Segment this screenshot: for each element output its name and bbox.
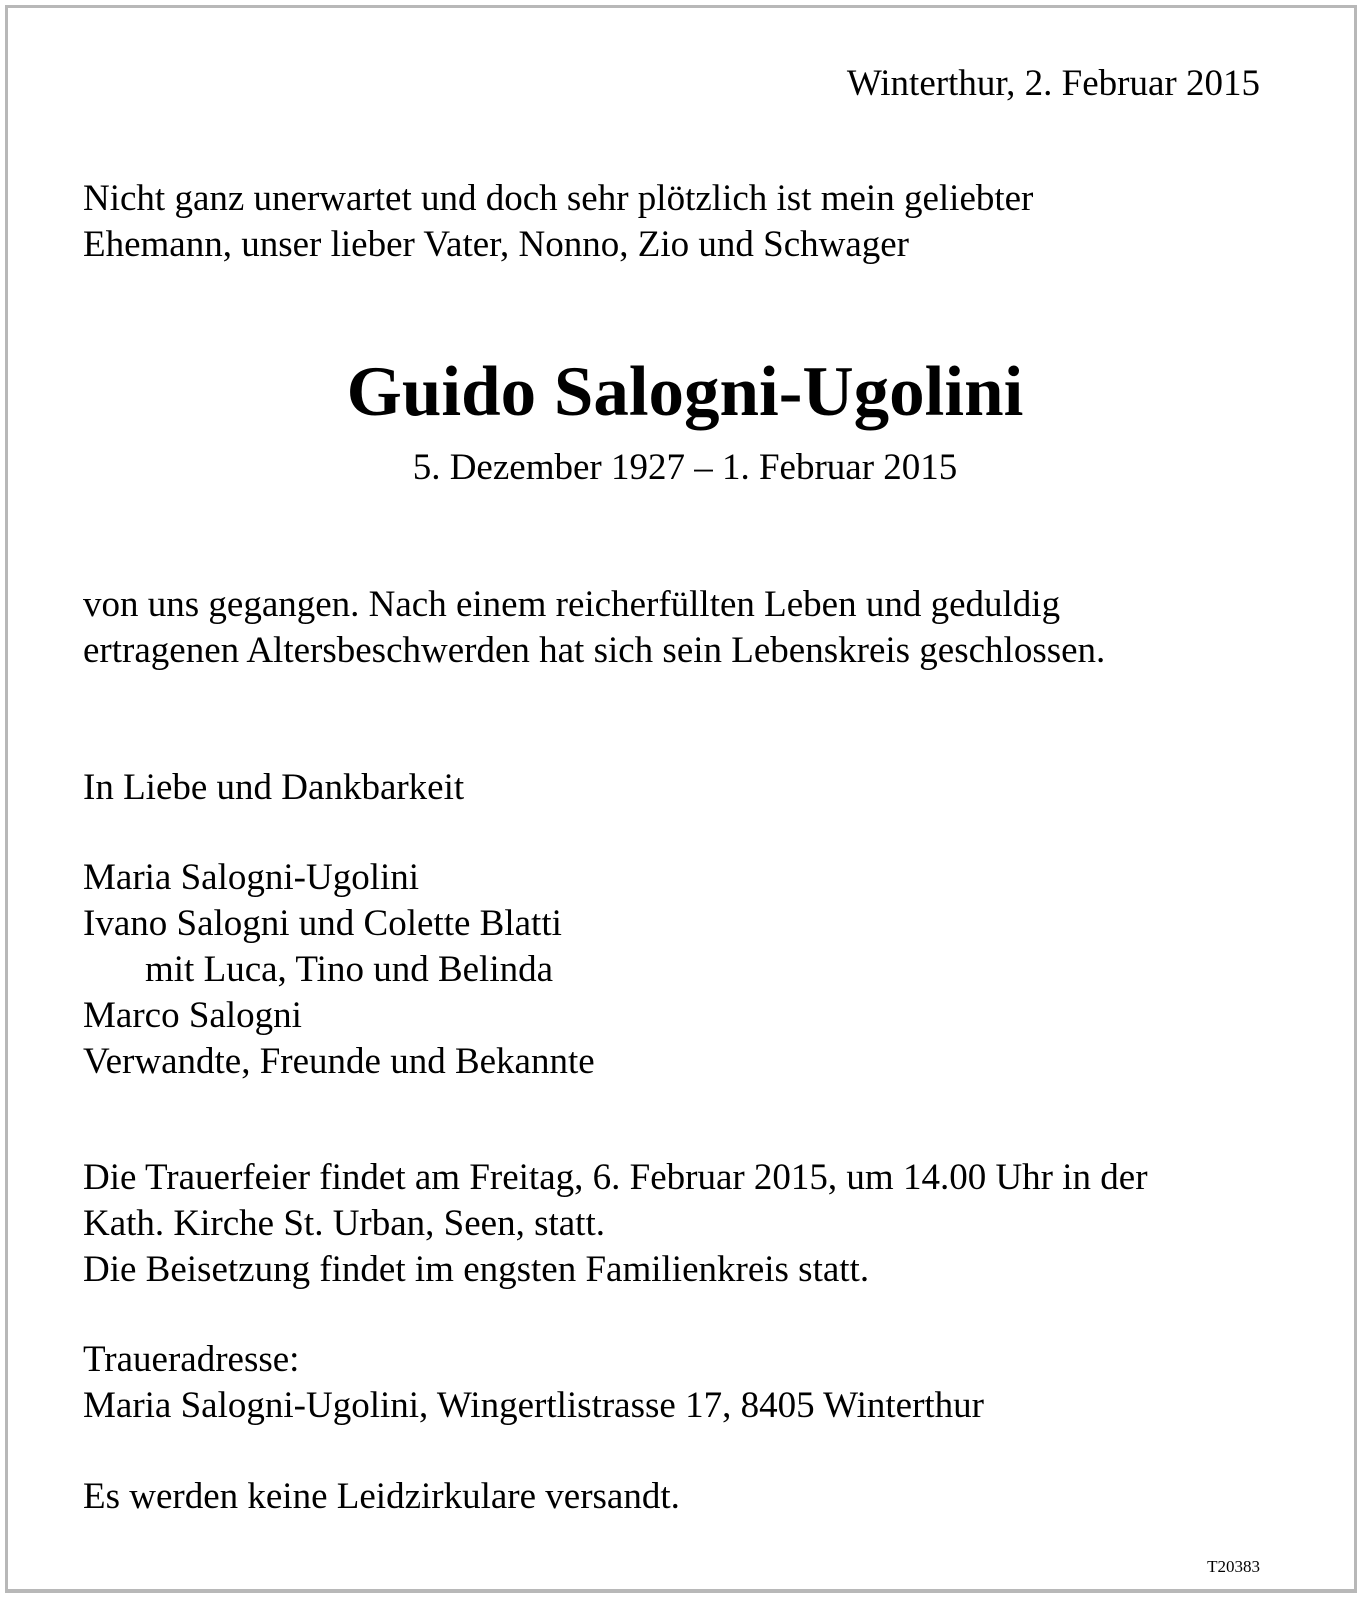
ceremony-line: Kath. Kirche St. Urban, Seen, statt. (83, 1203, 605, 1244)
ceremony-line: Die Trauerfeier findet am Freitag, 6. Februar 2015, um 14.00 Uhr in der (83, 1157, 1148, 1198)
mourner-entry: Maria Salogni-Ugolini (83, 857, 420, 898)
ceremony-info (83, 1155, 1148, 1293)
mourner-entry: Verwandte, Freunde und Bekannte (83, 1041, 595, 1082)
intro-line: Nicht ganz unerwartet und doch sehr plötzlich ist mein geliebter (83, 178, 1034, 219)
intro-line: Ehemann, unser lieber Vater, Nonno, Zio und Schwager (83, 224, 909, 265)
mourner-entry: Marco Salogni (83, 995, 302, 1036)
circular-notice: Es werden keine Leidzirkulare versandt. (83, 1476, 680, 1517)
intro-text (83, 176, 1033, 268)
address-value: Maria Salogni-Ugolini, Wingertlistrasse 17, 8405 Winterthur (83, 1385, 984, 1426)
address-label: Traueradresse: (83, 1339, 300, 1380)
mourner-entry-children: mit Luca, Tino und Belinda (145, 949, 554, 990)
life-dates: 5. Dezember 1927 – 1. Februar 2015 (412, 447, 958, 488)
place-date: Winterthur, 2. Februar 2015 (846, 63, 1260, 104)
passage-text (83, 582, 1105, 674)
deceased-name: Guido Salogni-Ugolini (346, 353, 1024, 431)
ceremony-line: Die Beisetzung findet im engsten Familienkreis statt. (83, 1249, 870, 1290)
passage-line: ertragenen Altersbeschwerden hat sich sein Lebenskreis geschlossen. (83, 630, 1106, 671)
reference-code: T20383 (1207, 1557, 1260, 1576)
mourner-entry: Ivano Salogni und Colette Blatti (83, 903, 562, 944)
mourning-address (83, 1337, 984, 1429)
closing-phrase: In Liebe und Dankbarkeit (83, 767, 465, 808)
passage-line: von uns gegangen. Nach einem reicherfüllten Leben und geduldig (83, 584, 1061, 625)
mourners-list (83, 855, 595, 1085)
